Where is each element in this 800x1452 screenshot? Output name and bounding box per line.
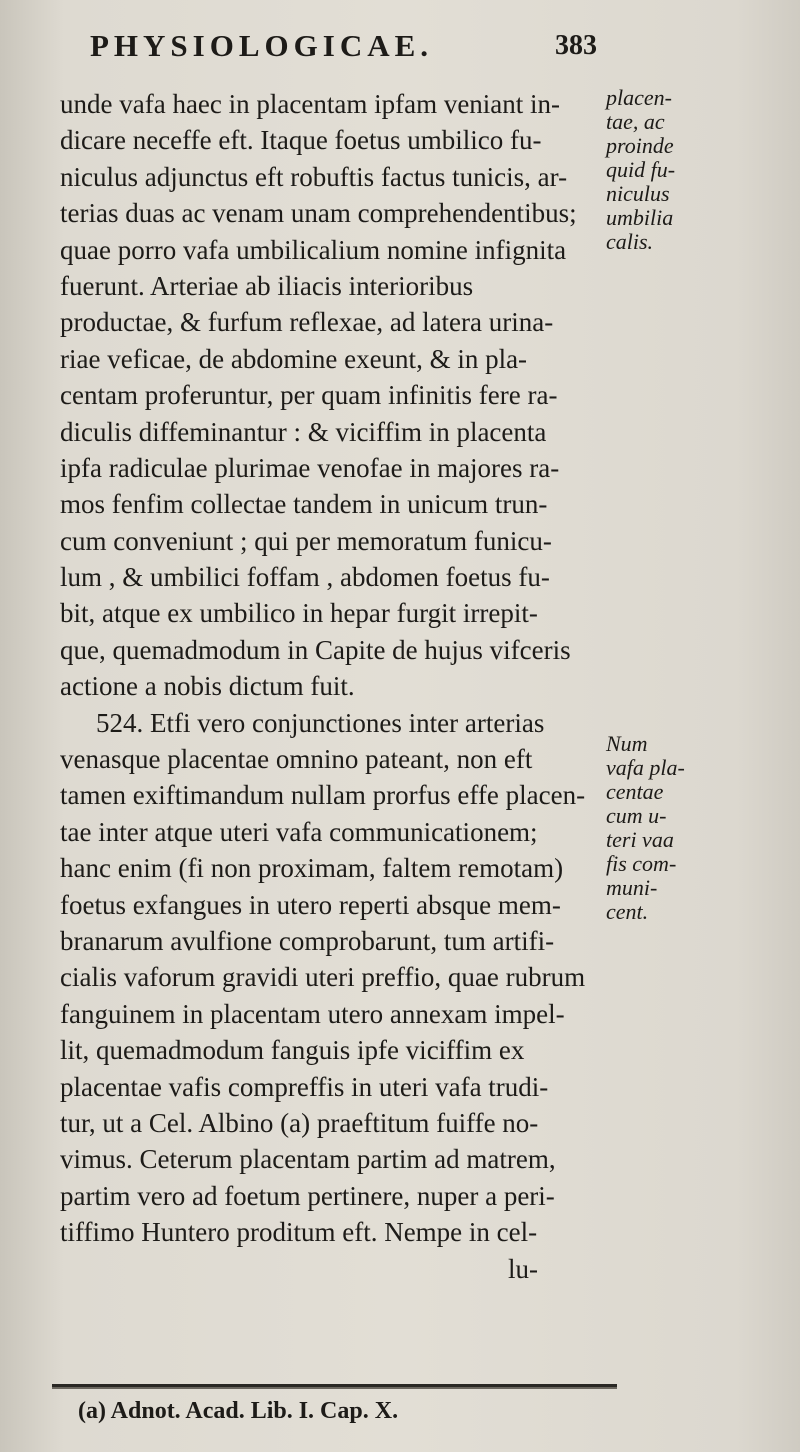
text-line: unde vafa haec in placentam ipfam veniant in- — [60, 89, 561, 119]
body-text — [60, 86, 620, 1287]
text-line: lum , & umbilici foffam , abdomen foetus fu- — [60, 562, 550, 593]
paragraph-start-line: 524. Etfi vero conjunctiones inter arterias — [96, 707, 545, 738]
text-line: niculus adjunctus eft robuftis factus tunicis, ar- — [60, 161, 568, 192]
margin-note-line: muni- — [606, 875, 658, 900]
margin-note-line: cent. — [606, 899, 649, 924]
text-line: centam proferuntur, per quam infinitis fere ra- — [60, 380, 558, 411]
text-line: foetus exfangues in utero reperti absque mem- — [60, 889, 561, 920]
margin-note-line: fis com- — [606, 851, 677, 876]
margin-note-line: placen- — [606, 85, 672, 110]
text-line: diculis diffeminantur : & viciffim in placenta — [60, 416, 547, 447]
text-line: dicare neceffe eft. Itaque foetus umbilico fu- — [60, 125, 542, 156]
page-number: 383 — [555, 30, 597, 61]
margin-note-line: vafa pla- — [606, 755, 685, 780]
text-line: cum conveniunt ; qui per memoratum funicu- — [60, 525, 552, 556]
text-line: hanc enim (fi non proximam, faltem remotam) — [60, 853, 564, 884]
text-line: venasque placentae omnino pateant, non eft — [60, 744, 533, 775]
text-line: ipfa radiculae plurimae venofae in majores ra- — [60, 452, 560, 483]
margin-note-line: tae, ac — [606, 109, 665, 134]
text-line: actione a nobis dictum fuit. — [60, 671, 355, 702]
text-line: riae veficae, de abdomine exeunt, & in pla- — [60, 343, 528, 374]
margin-note-line: quid fu- — [606, 157, 676, 182]
footnote-rule — [52, 1384, 617, 1387]
footnote: (a) Adnot. Acad. Lib. I. Cap. X. — [78, 1398, 399, 1424]
text-line: quae porro vafa umbilicalium nomine infignita — [60, 234, 567, 265]
text-line: tamen exiftimandum nullam prorfus effe placen- — [60, 780, 586, 811]
catchword: lu- — [508, 1253, 538, 1284]
margin-note-line: umbilia — [606, 205, 674, 230]
margin-note-line: calis. — [606, 229, 654, 254]
text-line: vimus. Ceterum placentam partim ad matrem, — [60, 1144, 556, 1175]
page-header — [90, 28, 730, 72]
running-head: PHYSIOLOGICAE. — [90, 28, 434, 63]
text-line: lit, quemadmodum fanguis ipfe viciffim ex — [60, 1035, 525, 1066]
margin-note-line: centae — [606, 779, 664, 804]
margin-note-line: niculus — [606, 181, 670, 206]
text-line: terias duas ac venam unam comprehendentibus; — [60, 198, 577, 229]
text-line: partim vero ad foetum pertinere, nuper a peri- — [60, 1180, 555, 1211]
text-line: tiffimo Huntero proditum eft. Nempe in cel- — [60, 1217, 538, 1248]
margin-note-communicatio — [606, 732, 685, 924]
text-line: cialis vaforum gravidi uteri preffio, quae rubrum — [60, 962, 586, 993]
text-line: tae inter atque uteri vafa communicationem; — [60, 816, 538, 847]
text-line: que, quemadmodum in Capite de hujus vifceris — [60, 634, 571, 665]
text-line: branarum avulfione comprobarunt, tum artifi- — [60, 925, 555, 956]
margin-note-line: teri vaa — [606, 827, 674, 852]
margin-note-line: cum u- — [606, 803, 667, 828]
text-line: tur, ut a Cel. Albino (a) praeftitum fuiffe no- — [60, 1107, 539, 1138]
margin-note-placenta — [606, 86, 675, 254]
text-line: bit, atque ex umbilico in hepar furgit irrepit- — [60, 598, 538, 629]
text-line: fanguinem in placentam utero annexam impel- — [60, 998, 565, 1029]
margin-note-line: proinde — [606, 133, 674, 158]
text-line: productae, & furfum reflexae, ad latera urina- — [60, 307, 554, 338]
margin-note-line: Num — [606, 731, 648, 756]
text-line: fuerunt. Arteriae ab iliacis interioribus — [60, 270, 474, 301]
text-line: placentae vafis compreffis in uteri vafa trudi- — [60, 1071, 549, 1102]
text-line: mos fenfim collectae tandem in unicum trun- — [60, 489, 548, 520]
